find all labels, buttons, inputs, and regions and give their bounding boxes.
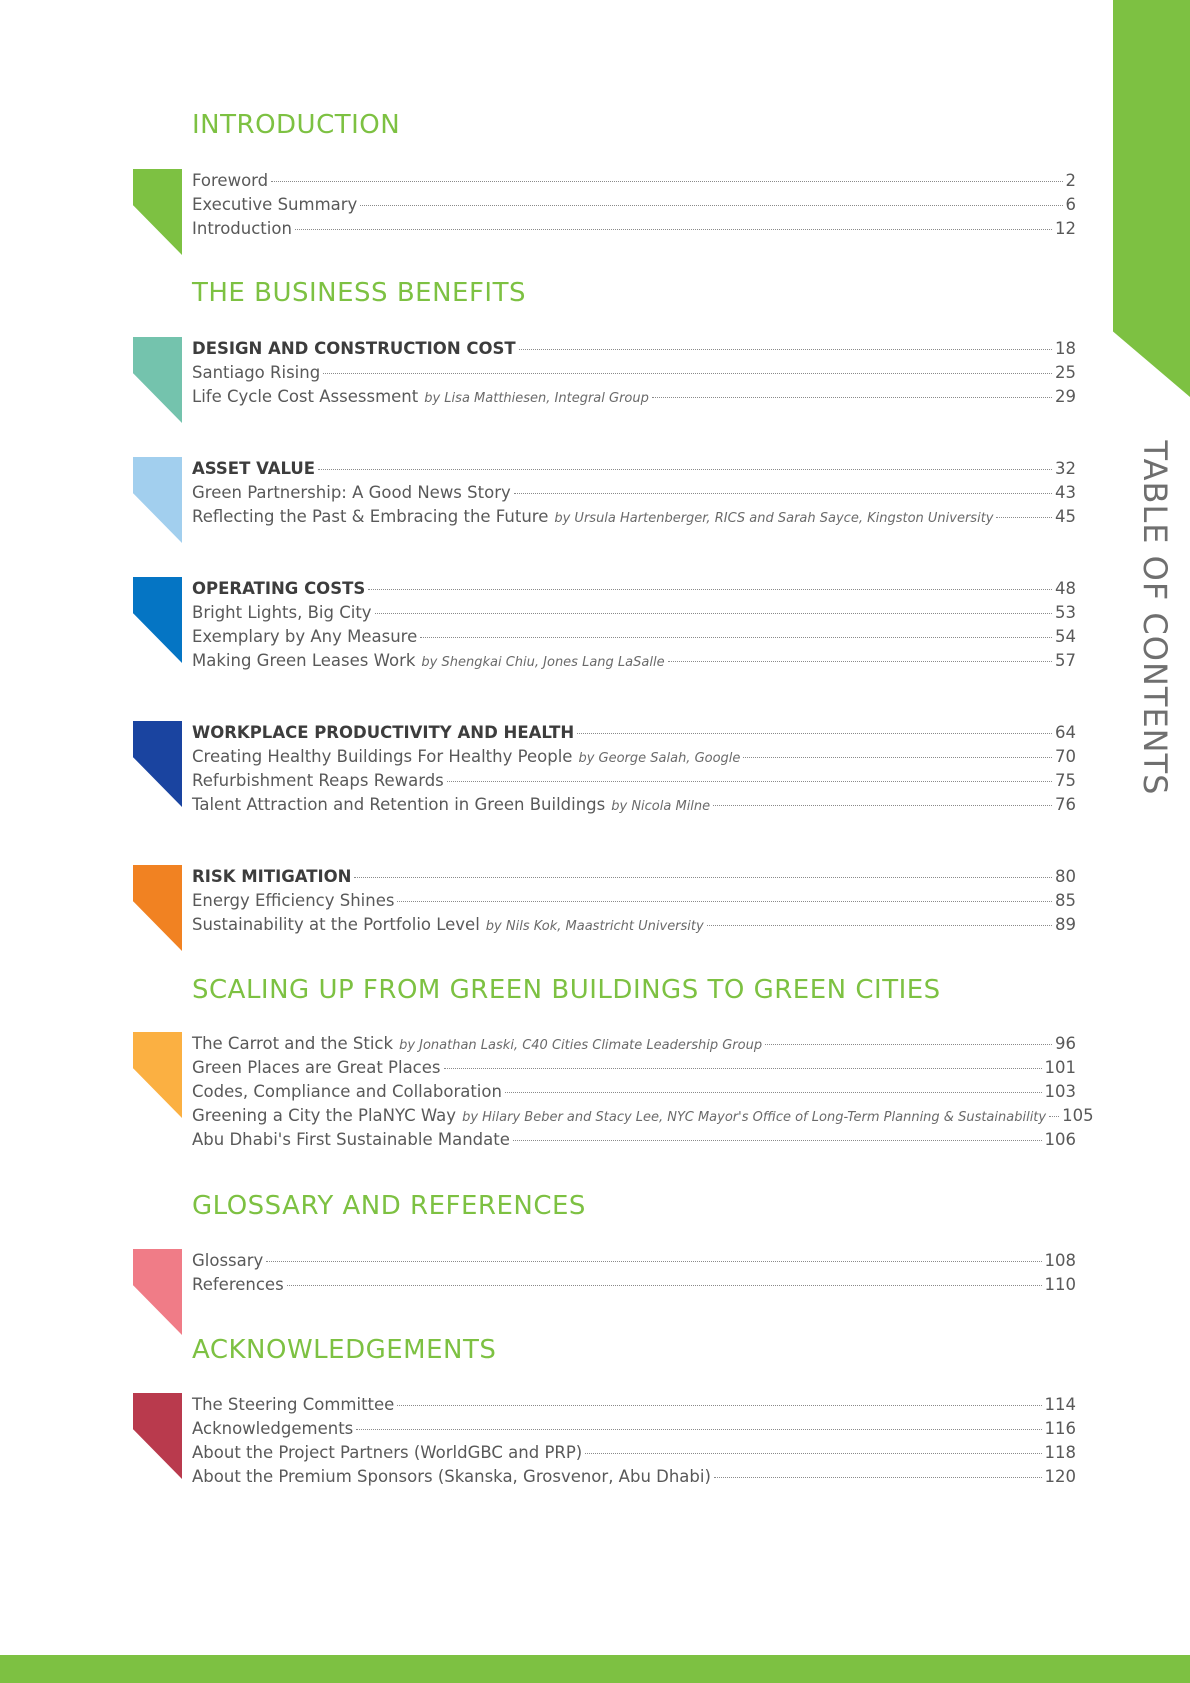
entry-author: by Nicola Milne [611, 799, 711, 814]
toc-entry[interactable] [192, 1441, 1076, 1465]
side-tab-decoration [1113, 0, 1190, 397]
entry-author: by Jonathan Laski, C40 Cities Climate Leadership Group [399, 1038, 763, 1053]
dot-leader [354, 877, 1052, 878]
dot-leader [420, 637, 1052, 638]
page-number: 75 [1055, 771, 1076, 790]
dot-leader [652, 397, 1052, 398]
toc-entry[interactable] [192, 649, 1076, 673]
dot-leader [368, 589, 1052, 590]
entry-title: Greening a City the PlaNYC Way [192, 1106, 457, 1125]
page-number: 103 [1044, 1082, 1076, 1101]
page-number: 57 [1055, 651, 1076, 670]
toc-entry[interactable] [192, 385, 1076, 409]
dot-leader [295, 229, 1052, 230]
dot-leader [514, 493, 1052, 494]
page-number: 29 [1055, 387, 1076, 406]
page-number: 120 [1044, 1467, 1076, 1486]
section-color-marker [133, 457, 182, 543]
toc-entry[interactable] [192, 1393, 1076, 1417]
page-number: 114 [1044, 1395, 1076, 1414]
entry-list [192, 577, 1076, 673]
section-color-marker [133, 337, 182, 423]
dot-leader [505, 1092, 1042, 1093]
section-heading: THE BUSINESS BENEFITS [192, 278, 526, 308]
toc-entry[interactable] [192, 1417, 1076, 1441]
section-color-marker [133, 865, 182, 951]
entry-title: Exemplary by Any Measure [192, 627, 418, 646]
page-number: 25 [1055, 363, 1076, 382]
entry-title: DESIGN AND CONSTRUCTION COST [192, 339, 516, 358]
toc-entry[interactable] [192, 193, 1076, 217]
section-color-marker [133, 721, 182, 807]
toc-entry[interactable] [192, 889, 1076, 913]
entry-title: RISK MITIGATION [192, 867, 352, 886]
toc-entry[interactable] [192, 505, 1076, 529]
section-color-marker [133, 169, 182, 255]
entry-title: Energy Efficiency Shines [192, 891, 395, 910]
toc-chapter-entry[interactable] [192, 337, 1076, 361]
dot-leader [397, 1405, 1041, 1406]
toc-entry[interactable] [192, 745, 1076, 769]
entry-list [192, 865, 1076, 937]
page-number: 48 [1055, 579, 1076, 598]
page-number: 43 [1055, 483, 1076, 502]
toc-chapter-entry[interactable] [192, 865, 1076, 889]
entry-title: WORKPLACE PRODUCTIVITY AND HEALTH [192, 723, 575, 742]
dot-leader [375, 613, 1052, 614]
page-number: 108 [1044, 1251, 1076, 1270]
dot-leader [356, 1429, 1041, 1430]
entry-author: by Nils Kok, Maastricht University [485, 919, 704, 934]
page-number: 64 [1055, 723, 1076, 742]
entry-author: by Lisa Matthiesen, Integral Group [424, 391, 649, 406]
entry-author: by Hilary Beber and Stacy Lee, NYC Mayor's Office of Long-Term Planning & Sustainability [462, 1110, 1047, 1125]
toc-chapter-entry[interactable] [192, 721, 1076, 745]
entry-title: About the Premium Sponsors (Skanska, Grosvenor, Abu Dhabi) [192, 1467, 711, 1486]
entry-list [192, 457, 1076, 529]
entry-title: Making Green Leases Work [192, 651, 416, 670]
page-number: 54 [1055, 627, 1076, 646]
entry-title: Talent Attraction and Retention in Green Buildings [192, 795, 606, 814]
entry-title: Glossary [192, 1251, 264, 1270]
entry-title: Creating Healthy Buildings For Healthy People [192, 747, 573, 766]
page-number: 12 [1055, 219, 1076, 238]
entry-title: The Carrot and the Stick [192, 1034, 394, 1053]
page-number: 53 [1055, 603, 1076, 622]
dot-leader [743, 757, 1052, 758]
dot-leader [271, 181, 1062, 182]
dot-leader [707, 925, 1052, 926]
toc-entry[interactable] [192, 601, 1076, 625]
entry-title: About the Project Partners (WorldGBC and PRP) [192, 1443, 583, 1462]
page-title: TABLE OF CONTENTS [1136, 440, 1174, 796]
page-number: 80 [1055, 867, 1076, 886]
dot-leader [519, 349, 1052, 350]
toc-entry[interactable] [192, 769, 1076, 793]
entry-title: Foreword [192, 171, 269, 190]
page-number: 6 [1065, 195, 1076, 214]
toc-entry[interactable] [192, 1249, 1076, 1273]
page-number: 45 [1055, 507, 1076, 526]
page-number: 105 [1062, 1106, 1094, 1125]
toc-entry[interactable] [192, 1032, 1076, 1056]
dot-leader [360, 205, 1062, 206]
entry-list [192, 337, 1076, 409]
entry-title: Santiago Rising [192, 363, 321, 382]
page-number: 96 [1055, 1034, 1076, 1053]
section-color-marker [133, 1393, 182, 1479]
page-number: 89 [1055, 915, 1076, 934]
entry-title: References [192, 1275, 284, 1294]
dot-leader [447, 781, 1052, 782]
dot-leader [714, 1477, 1042, 1478]
dot-leader [765, 1044, 1052, 1045]
toc-entry[interactable] [192, 793, 1076, 817]
entry-title: Acknowledgements [192, 1419, 354, 1438]
page-number: 2 [1065, 171, 1076, 190]
entry-title: ASSET VALUE [192, 459, 316, 478]
entry-title: Refurbishment Reaps Rewards [192, 771, 444, 790]
entry-title: Executive Summary [192, 195, 358, 214]
entry-list [192, 721, 1076, 817]
dot-leader [266, 1261, 1041, 1262]
entry-title: Introduction [192, 219, 292, 238]
toc-entry[interactable] [192, 481, 1076, 505]
entry-title: Green Partnership: A Good News Story [192, 483, 511, 502]
entry-title: Codes, Compliance and Collaboration [192, 1082, 502, 1101]
entry-list [192, 1393, 1076, 1489]
dot-leader [397, 901, 1052, 902]
dot-leader [577, 733, 1052, 734]
page-number: 76 [1055, 795, 1076, 814]
section-color-marker [133, 1249, 182, 1335]
page-number: 118 [1044, 1443, 1076, 1462]
page-number: 70 [1055, 747, 1076, 766]
toc-entry[interactable] [192, 1056, 1076, 1080]
page-number: 32 [1055, 459, 1076, 478]
dot-leader [287, 1285, 1042, 1286]
toc-entry[interactable] [192, 1465, 1076, 1489]
dot-leader [444, 1068, 1042, 1069]
dot-leader [318, 469, 1052, 470]
entry-title: Life Cycle Cost Assessment [192, 387, 419, 406]
page-number: 110 [1044, 1275, 1076, 1294]
dot-leader [1049, 1116, 1059, 1117]
toc-chapter-entry[interactable] [192, 577, 1076, 601]
entry-title: Sustainability at the Portfolio Level [192, 915, 480, 934]
page-number: 106 [1044, 1130, 1076, 1149]
toc-chapter-entry[interactable] [192, 457, 1076, 481]
entry-title: Green Places are Great Places [192, 1058, 441, 1077]
entry-title: Reflecting the Past & Embracing the Future [192, 507, 549, 526]
dot-leader [713, 805, 1052, 806]
section-heading: INTRODUCTION [192, 110, 401, 140]
section-color-marker [133, 577, 182, 663]
section-color-marker [133, 1032, 182, 1118]
entry-author: by Ursula Hartenberger, RICS and Sarah Sayce, Kingston University [554, 511, 994, 526]
dot-leader [323, 373, 1052, 374]
section-heading: SCALING UP FROM GREEN BUILDINGS TO GREEN CITIES [192, 975, 941, 1005]
toc-entry[interactable] [192, 169, 1076, 193]
toc-entry[interactable] [192, 913, 1076, 937]
entry-title: Abu Dhabi's First Sustainable Mandate [192, 1130, 510, 1149]
dot-leader [513, 1140, 1042, 1141]
entry-author: by George Salah, Google [578, 751, 741, 766]
entry-title: OPERATING COSTS [192, 579, 366, 598]
toc-entry[interactable] [192, 1080, 1076, 1104]
page-number: 18 [1055, 339, 1076, 358]
toc-entry[interactable] [192, 625, 1076, 649]
entry-list [192, 1249, 1076, 1297]
entry-title: The Steering Committee [192, 1395, 395, 1414]
toc-entry[interactable] [192, 1273, 1076, 1297]
toc-entry[interactable] [192, 361, 1076, 385]
entry-list [192, 1032, 1094, 1152]
bottom-bar-decoration [0, 1655, 1190, 1683]
toc-entry[interactable] [192, 217, 1076, 241]
entry-list [192, 169, 1076, 241]
entry-title: Bright Lights, Big City [192, 603, 372, 622]
section-heading: ACKNOWLEDGEMENTS [192, 1335, 497, 1365]
toc-entry[interactable] [192, 1128, 1076, 1152]
page-number: 116 [1044, 1419, 1076, 1438]
dot-leader [668, 661, 1052, 662]
page-number: 101 [1044, 1058, 1076, 1077]
section-heading: GLOSSARY AND REFERENCES [192, 1191, 586, 1221]
entry-author: by Shengkai Chiu, Jones Lang LaSalle [421, 655, 665, 670]
toc-entry[interactable] [192, 1104, 1094, 1128]
page-number: 85 [1055, 891, 1076, 910]
dot-leader [996, 517, 1052, 518]
dot-leader [585, 1453, 1041, 1454]
